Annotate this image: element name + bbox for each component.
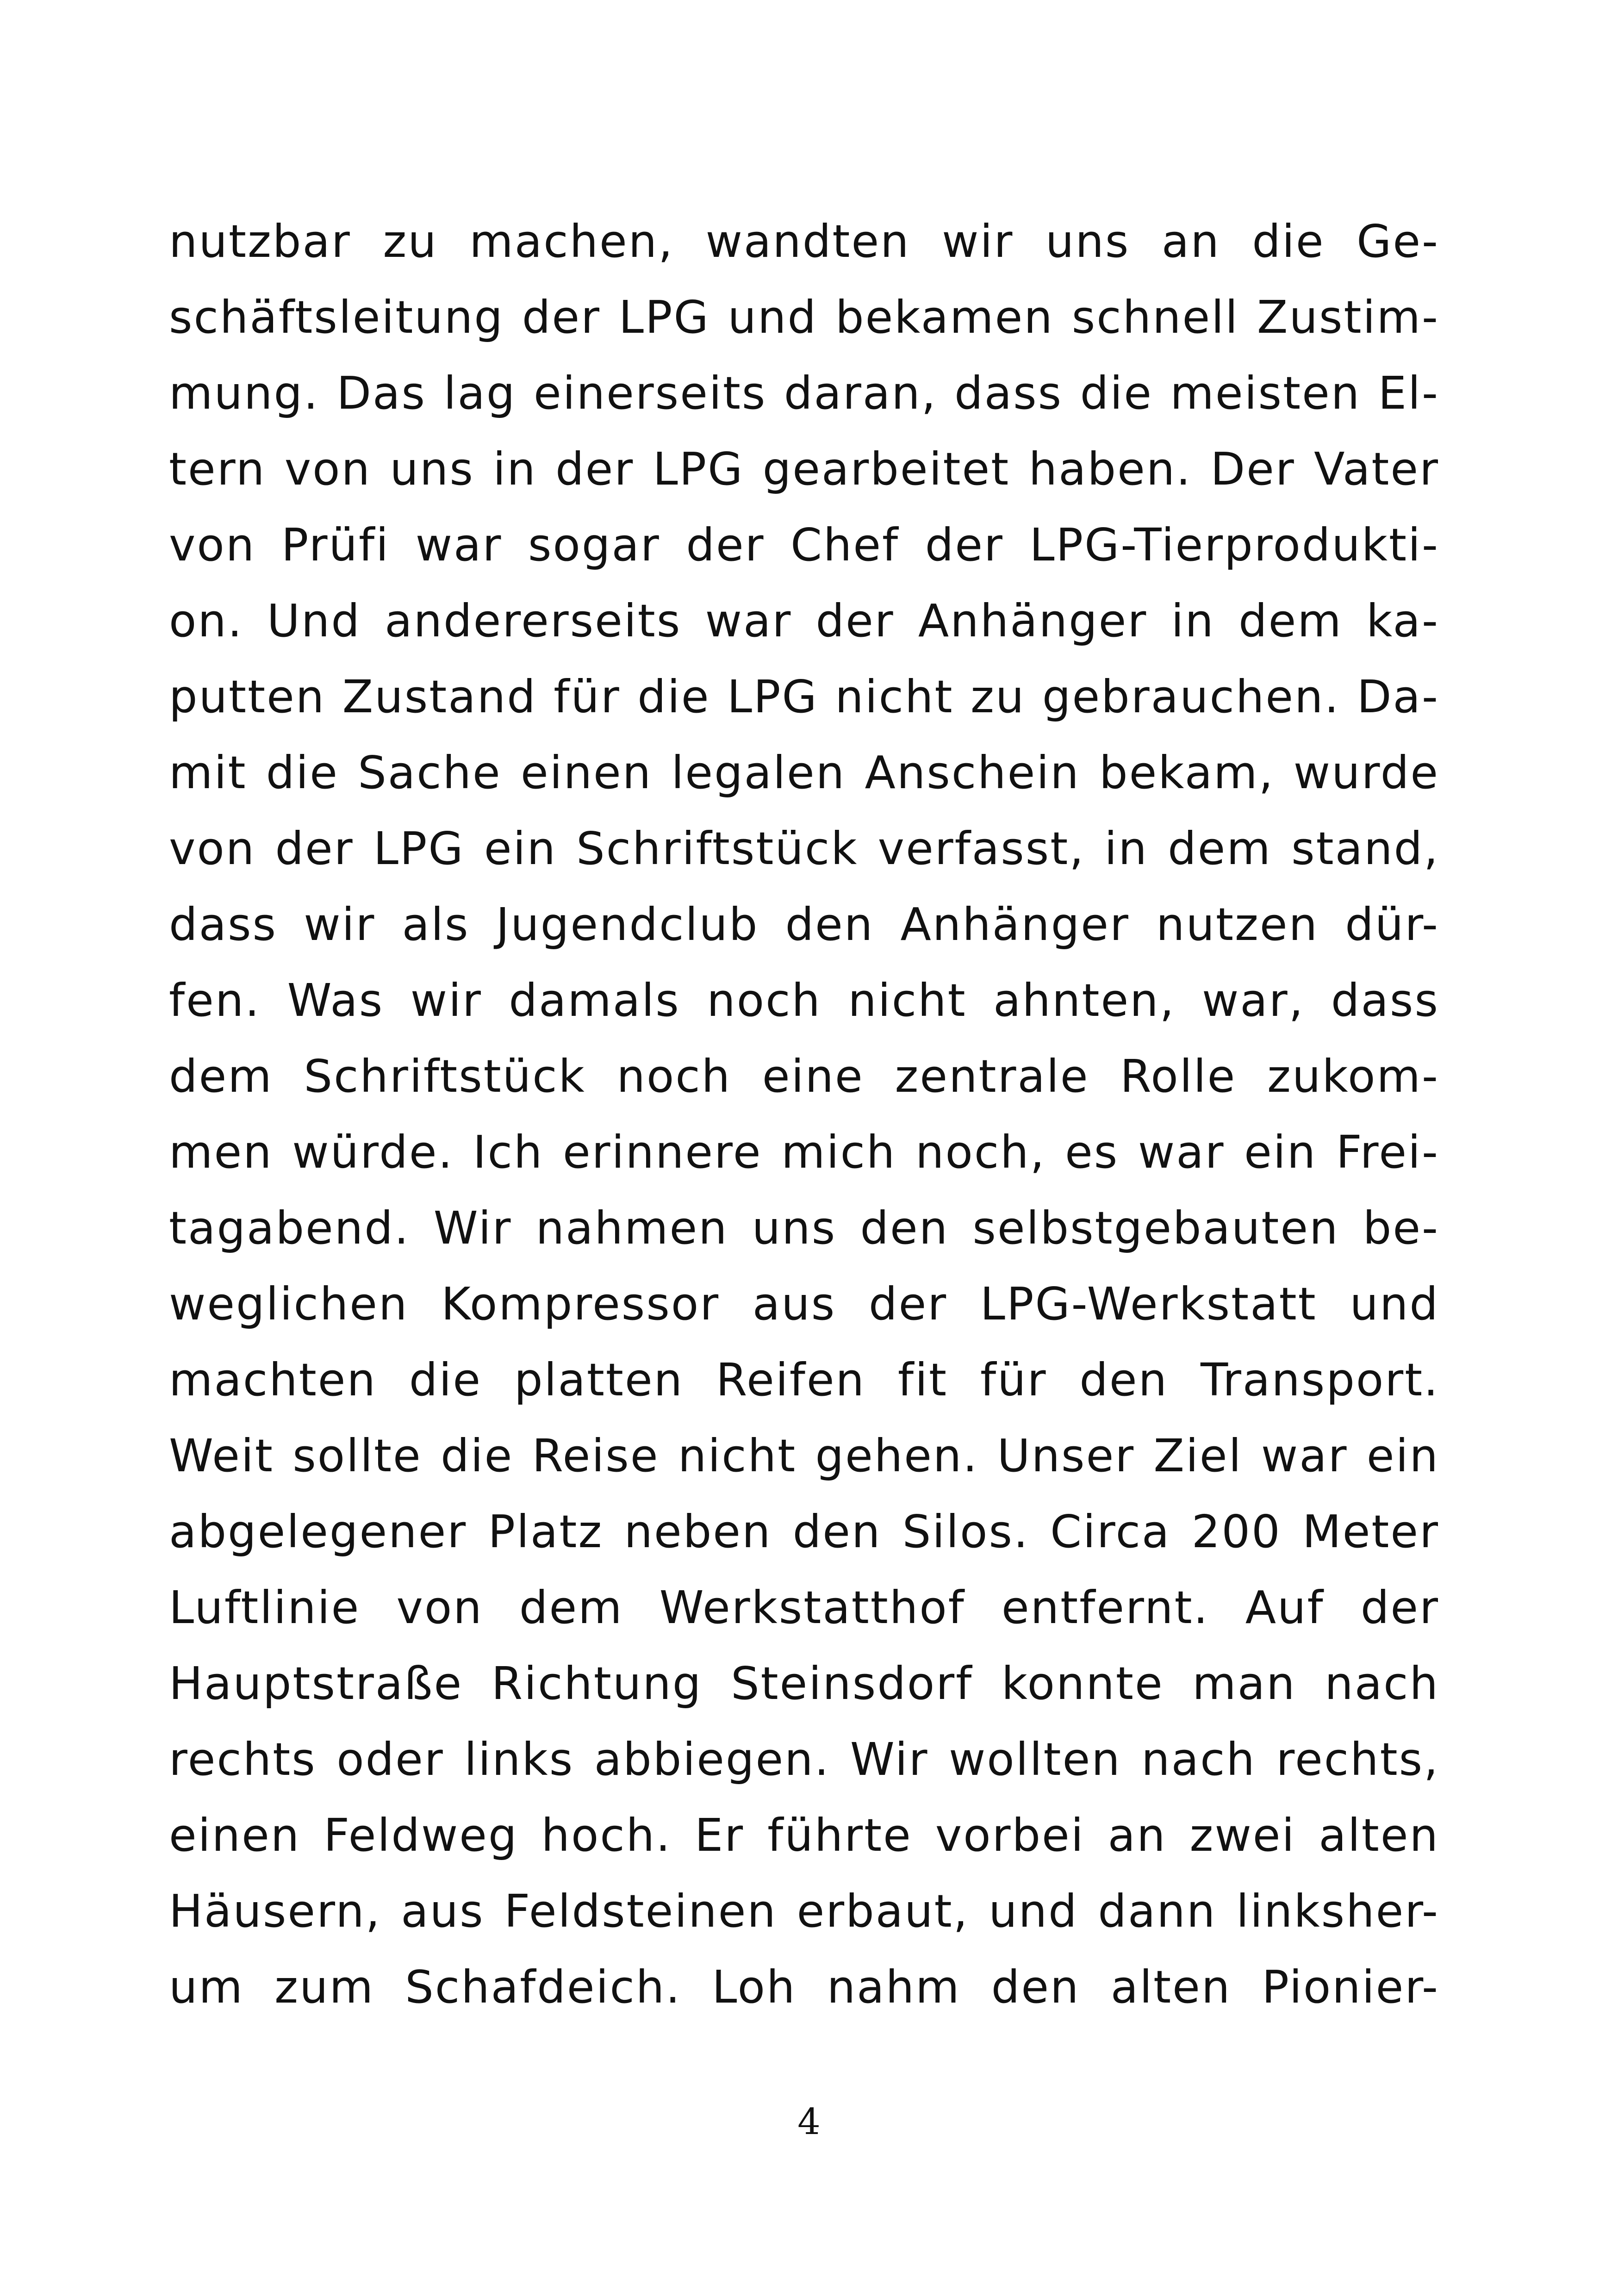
text-line: dem Schriftstück noch eine zentrale Rolle zukom- [169,1050,1439,1102]
body-text [169,204,1439,2025]
text-line: mit die Sache einen legalen Anschein bekam, wurde [169,747,1439,799]
text-line: machten die platten Reifen fit für den Transport. [169,1354,1439,1406]
text-line: dass wir als Jugendclub den Anhänger nutzen dür- [169,898,1439,951]
text-line: fen. Was wir damals noch nicht ahnten, war, dass [169,974,1439,1027]
text-line: tern von uns in der LPG gearbeitet haben. Der Vater [169,443,1439,495]
text-line: Häusern, aus Feldsteinen erbaut, und dann linksher- [169,1885,1439,1937]
text-line: schäftsleitung der LPG und bekamen schnell Zustim- [169,291,1439,343]
text-line: abgelegener Platz neben den Silos. Circa 200 Meter [169,1506,1439,1558]
text-line: putten Zustand für die LPG nicht zu gebrauchen. Da- [169,671,1439,723]
text-line: Weit sollte die Reise nicht gehen. Unser Ziel war ein [169,1430,1439,1482]
text-line: men würde. Ich erinnere mich noch, es war ein Frei- [169,1126,1439,1178]
text-line: nutzbar zu machen, wandten wir uns an die Ge- [169,215,1439,268]
text-line: von der LPG ein Schriftstück verfasst, in dem stand, [169,822,1439,875]
text-line: von Prüfi war sogar der Chef der LPG-Tierprodukti- [169,519,1439,571]
text-line: tagabend. Wir nahmen uns den selbstgebauten be- [169,1202,1439,1254]
text-line: Luftlinie von dem Werkstatthof entfernt. Auf der [169,1581,1439,1634]
page-number: 4 [797,2101,821,2143]
text-line: um zum Schafdeich. Loh nahm den alten Pionier- [169,1961,1439,2013]
text-line: rechts oder links abbiegen. Wir wollten nach rechts, [169,1733,1439,1786]
text-line: Hauptstraße Richtung Steinsdorf konnte man nach [169,1657,1439,1710]
text-line: weglichen Kompressor aus der LPG-Werkstatt und [169,1278,1439,1330]
text-line: mung. Das lag einerseits daran, dass die meisten El- [169,367,1439,419]
text-line: on. Und andererseits war der Anhänger in dem ka- [169,595,1439,647]
text-line: einen Feldweg hoch. Er führte vorbei an zwei alten [169,1809,1439,1861]
